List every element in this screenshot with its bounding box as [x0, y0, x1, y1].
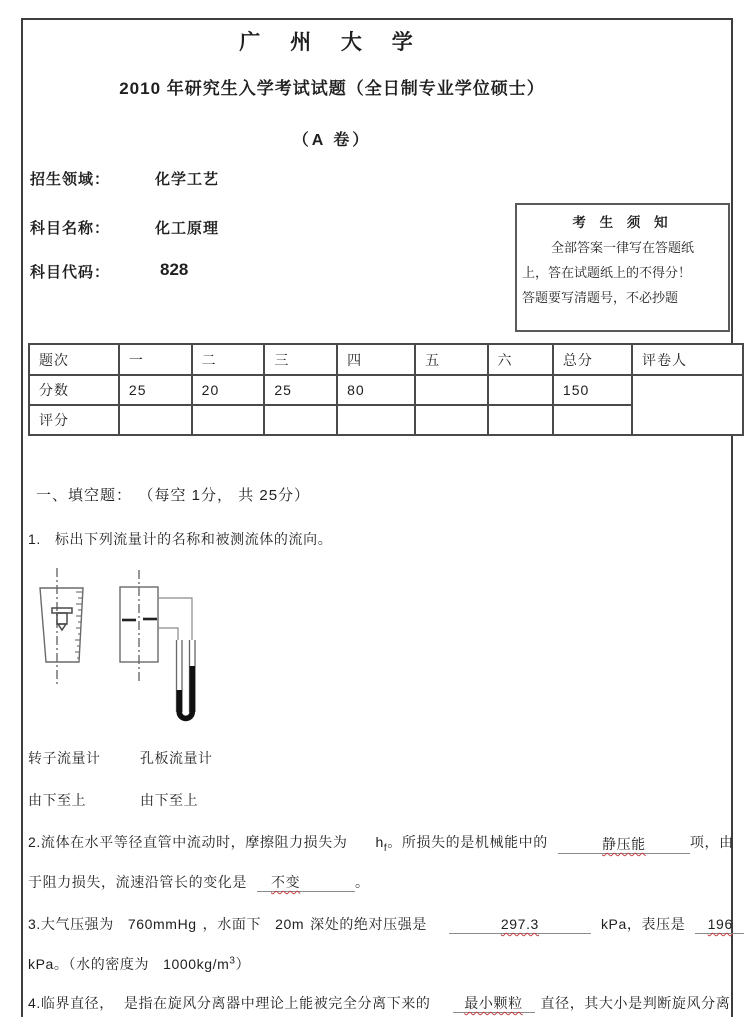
- question-text: ）: [235, 956, 251, 972]
- paper-version-label: （A 卷）: [292, 132, 372, 149]
- question-text: 于阻力损失，流速沿管长的变化是: [28, 874, 247, 890]
- question-text: 4.临界直径，: [28, 995, 114, 1011]
- question-2-line-1: [28, 832, 734, 854]
- section-heading-note: （每空 1分， 共 25分）: [146, 487, 311, 504]
- lower-pressure-tap: [158, 628, 178, 640]
- admission-field-label: 招生领域：: [30, 171, 111, 188]
- flowmeter-diagram-svg: [35, 563, 205, 740]
- row-label-cell: 分数: [29, 375, 119, 405]
- question-1-text: [28, 529, 332, 549]
- grader-cell: [632, 375, 743, 435]
- score-cell: 150: [553, 375, 632, 405]
- grade-cell: [553, 405, 632, 435]
- header-cell: 六: [488, 344, 553, 375]
- section-heading-label: 一、填空题：: [36, 487, 133, 504]
- notice-line: 答题要写清题号，不必抄题: [522, 290, 679, 305]
- flow-direction-right: 由下至上: [140, 792, 198, 808]
- flow-direction-left: 由下至上: [28, 792, 86, 808]
- subject-code-value: 828: [160, 260, 189, 279]
- notice-line: 全部答案一律写在答题纸: [550, 240, 694, 255]
- subject-code-label: 科目代码：: [30, 264, 111, 281]
- question-number: 1.: [28, 531, 41, 547]
- score-table-header-row: [29, 344, 743, 375]
- question-text: 直径，其大小是判断旋风分离: [540, 995, 731, 1011]
- header-cell: 二: [192, 344, 265, 375]
- upper-pressure-tap: [158, 598, 192, 640]
- flowmeter-left-name: 转子流量计: [28, 750, 101, 766]
- answer-blank: [558, 836, 690, 854]
- question-text: 项，由: [689, 834, 734, 850]
- rotameter-diagram: [40, 568, 83, 685]
- score-cell: 80: [337, 375, 415, 405]
- question-3-line-2: [28, 954, 250, 974]
- orifice-plate: [122, 619, 157, 620]
- answer-text: 不变: [271, 874, 301, 890]
- question-2-line-2: [28, 872, 370, 892]
- subject-name-label: 科目名称：: [30, 220, 111, 237]
- question-text: 2.流体在水平等径直管中流动时，摩擦阻力损失为: [28, 834, 348, 850]
- manometer-fluid-right: [190, 666, 196, 712]
- score-cell: 25: [119, 375, 192, 405]
- grade-cell: [119, 405, 192, 435]
- u-tube-manometer: [177, 640, 196, 718]
- rotameter-float: [52, 608, 72, 630]
- answer-blank: [695, 916, 744, 934]
- exam-title: 2010 年研究生入学考试试题（全日制专业学位硕士）: [119, 79, 545, 98]
- question-text: 深处的绝对压强是: [310, 916, 427, 932]
- grade-cell: [337, 405, 415, 435]
- header-cell: 题次: [29, 344, 119, 375]
- question-text: kPa。（水的密度为: [28, 956, 150, 972]
- answer-blank: [449, 916, 591, 934]
- grade-cell: [264, 405, 337, 435]
- question-text: 3.大气压强为: [28, 916, 114, 932]
- header-cell: 总分: [553, 344, 632, 375]
- subject-name-value: 化工原理: [155, 220, 220, 237]
- question-text: kPa，表压是: [600, 916, 686, 932]
- university-title: 广 州 大 学: [239, 31, 425, 54]
- candidate-notice-box: [515, 203, 730, 332]
- score-table: [28, 343, 744, 436]
- admission-field-value: 化学工艺: [155, 171, 220, 188]
- question-text: 标出下列流量计的名称和被测流体的流向。: [54, 531, 333, 547]
- header-cell: 评卷人: [632, 344, 743, 375]
- density-value: $1000kg/m^3$: [163, 955, 236, 972]
- score-row: [29, 375, 743, 405]
- answer-text: 静压能: [601, 835, 646, 852]
- manometer-fluid-left: [177, 690, 183, 712]
- manometer-u-bend: [179, 712, 192, 718]
- answer-text: 最小颗粒: [464, 995, 523, 1011]
- given-value: 760mmHg: [127, 916, 197, 932]
- question-text: 是指在旋风分离器中理论上能被完全分离下来的: [123, 995, 431, 1011]
- notice-title: 考 生 须 知: [572, 215, 673, 230]
- answer-blank: [453, 995, 535, 1013]
- question-text: ，水面下: [202, 916, 262, 932]
- answer-text: 297.3: [500, 916, 539, 932]
- flowmeter-diagrams: [35, 563, 205, 740]
- answer-blank: [257, 874, 355, 892]
- header-cell: 三: [264, 344, 337, 375]
- question-3-line-1: [28, 914, 744, 934]
- hf-symbol: $h_f$: [375, 834, 388, 854]
- question-text: 。所损失的是机械能中的: [387, 834, 548, 850]
- question-text: 。: [355, 874, 370, 890]
- flowmeter-right-name: 孔板流量计: [140, 750, 213, 766]
- grade-cell: [192, 405, 265, 435]
- grade-cell: [415, 405, 487, 435]
- grade-cell: [488, 405, 553, 435]
- question-4-line: [28, 993, 730, 1013]
- score-cell: [415, 375, 487, 405]
- given-value: 20m: [275, 916, 305, 932]
- score-cell: 25: [264, 375, 337, 405]
- header-cell: 四: [337, 344, 415, 375]
- answer-text: 196: [707, 916, 733, 932]
- header-cell: 一: [119, 344, 192, 375]
- section-one-heading: [36, 484, 310, 505]
- page-border: [21, 18, 733, 1017]
- score-cell: [488, 375, 553, 405]
- header-cell: 五: [415, 344, 487, 375]
- notice-line: 上，答在试题纸上的不得分！: [522, 265, 692, 280]
- row-label-cell: 评分: [29, 405, 119, 435]
- orifice-meter-diagram: [120, 570, 195, 718]
- score-cell: 20: [192, 375, 265, 405]
